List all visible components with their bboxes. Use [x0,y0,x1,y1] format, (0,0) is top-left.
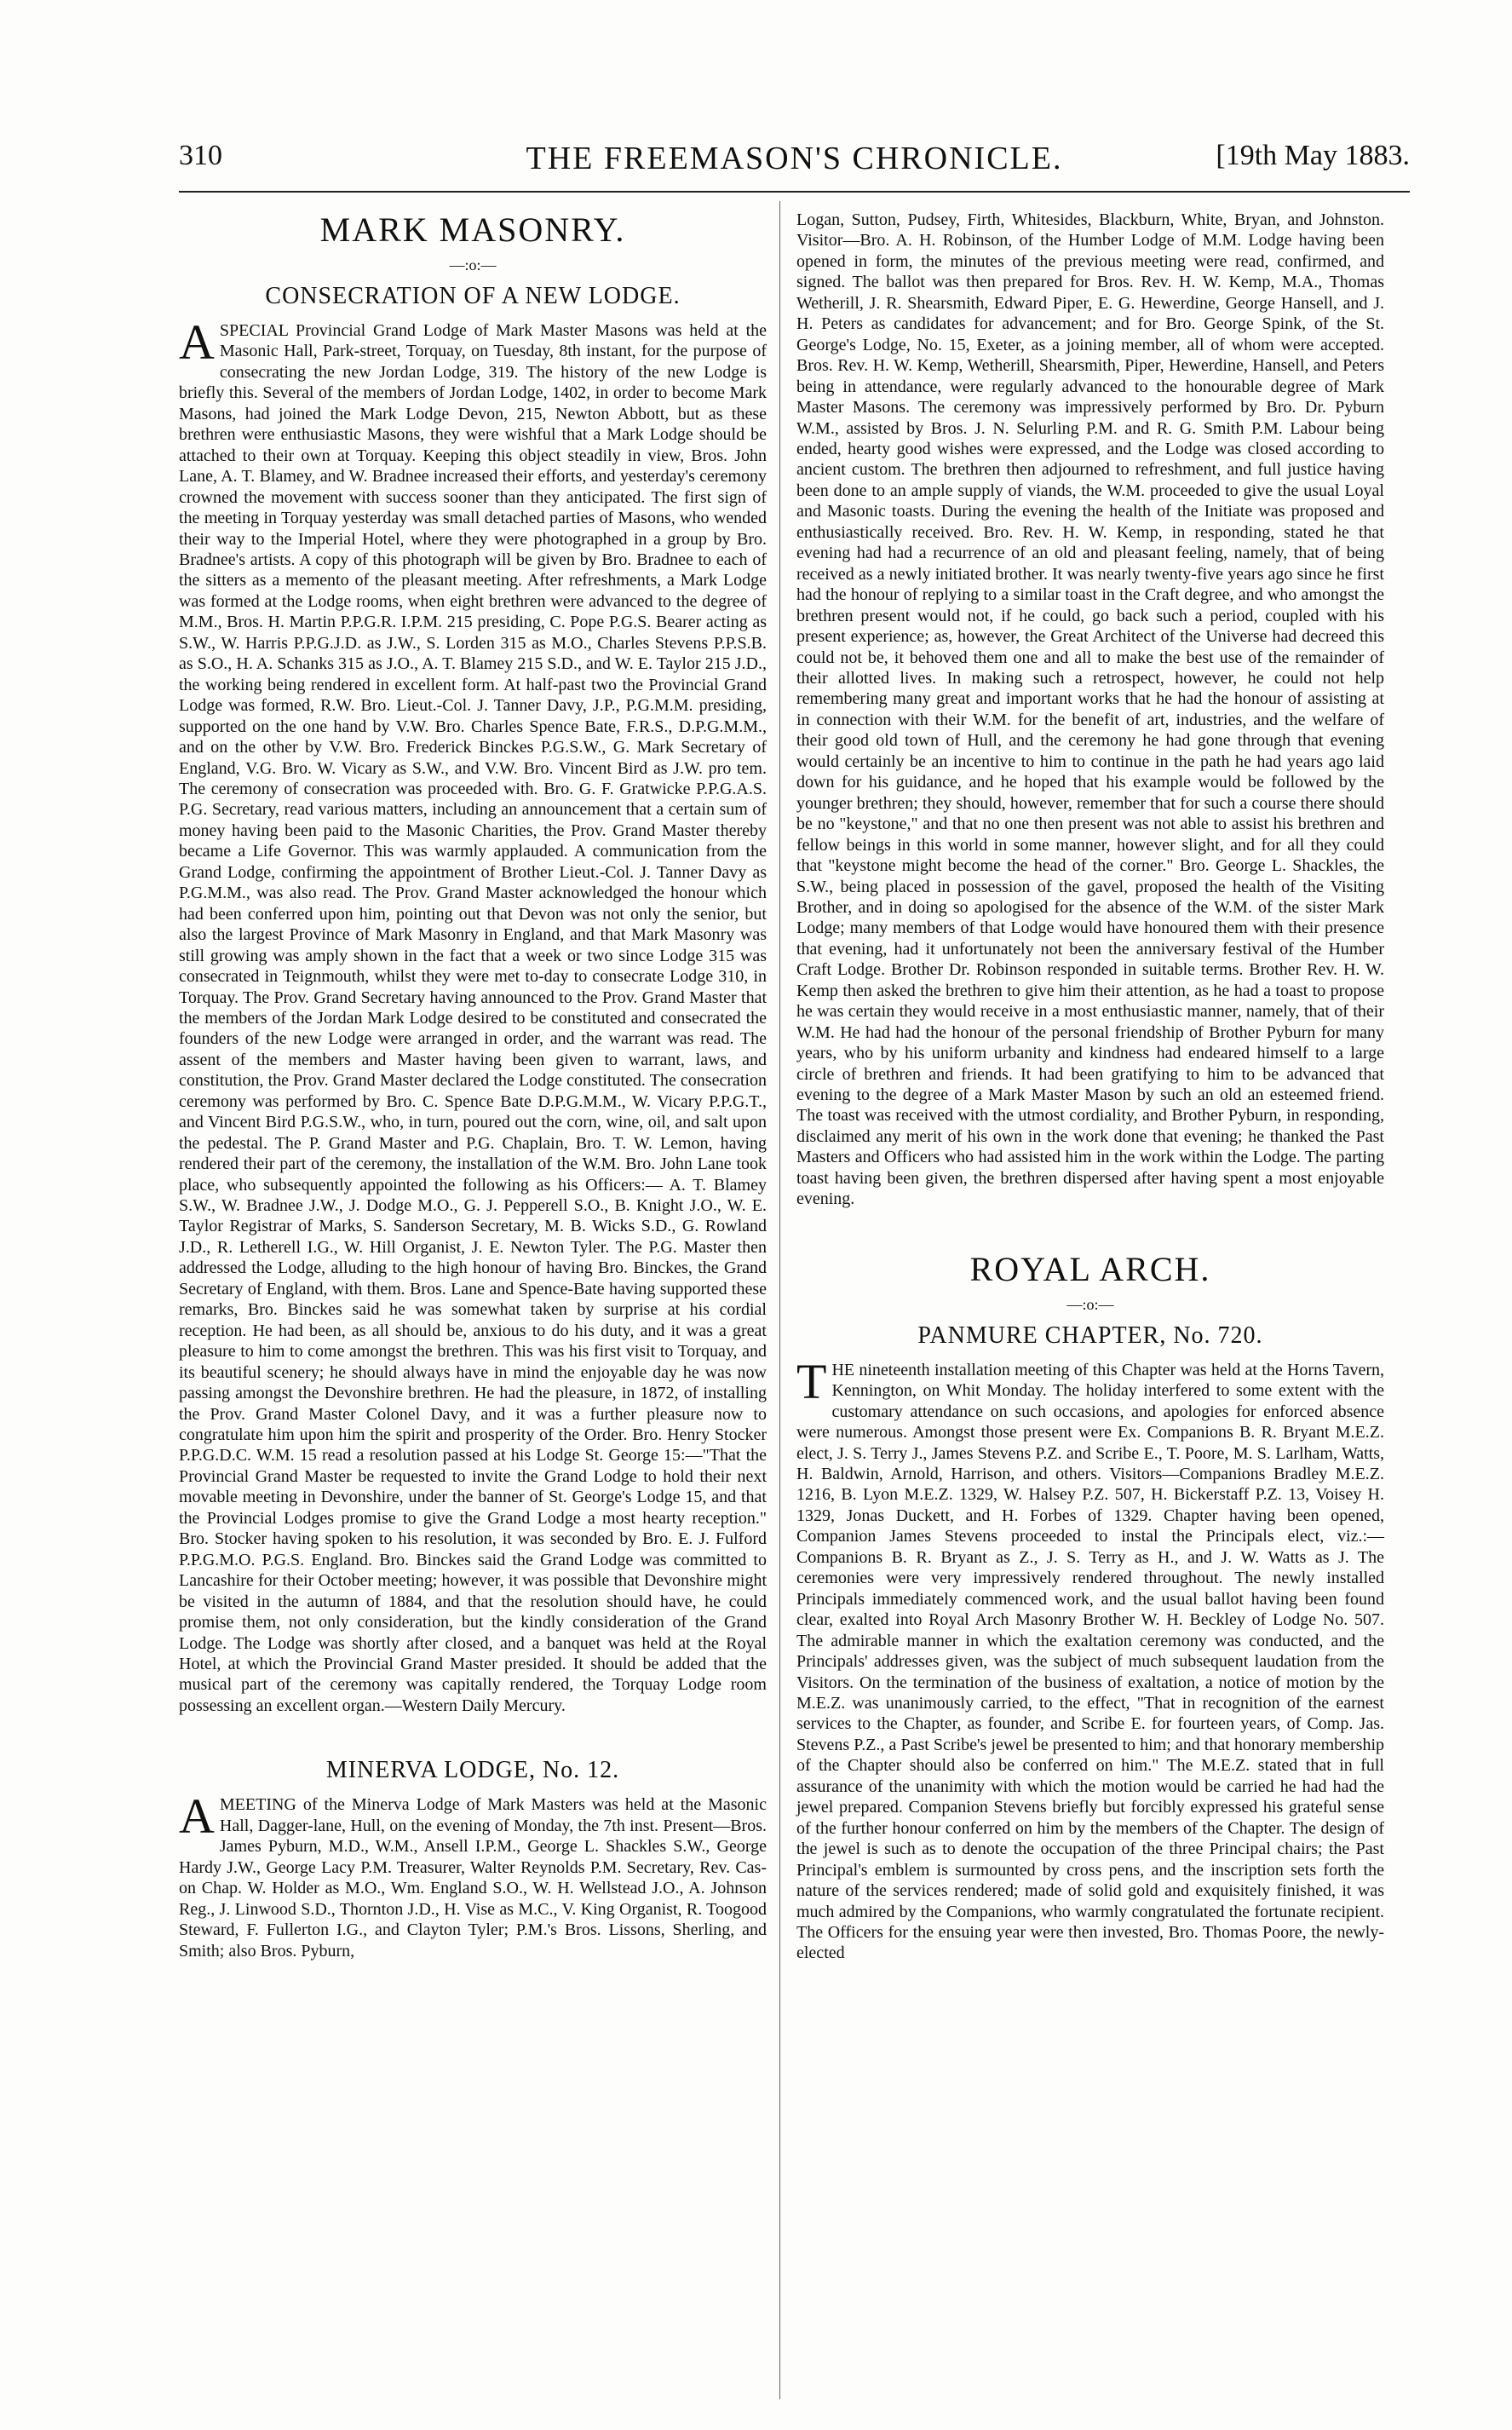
article-heading-minerva-lodge: MINERVA LODGE, No. 12. [325,1757,620,1784]
section-title-mark-masonry: MARK MASONRY. [319,210,626,249]
section-title-royal-arch: ROYAL ARCH. [969,1249,1211,1288]
article-body-consecration: ASPECIAL Provincial Grand Lodge of Mark Master Masons was held at the Masonic Hall, Park-street, Torquay, on Tuesday, 8th instant, for the purpose of consecrating the new Jordan Lodge, 319. The history of the new Lodge is briefly this. Several of the members of Jordan Lodge, 1402, in order to become Mark Masons, had joined the Mark Lodge Devon, 215, Newton Abbott, but as these brethren were enthusiastic Masons, they were wishful that a Mark Lodge should be attached to their own at Torquay. Keeping this object steadily in view, Bros. John Lane, A. T. Blamey, and W. Bradnee increased their efforts, and yesterday's ceremony crowned the movement with success sooner than they anticipated. The first sign of the meeting in Torquay yesterday was small detached parties of Masons, who wended their way to the Imperial Hotel, where they were photographed in a group by Bro. Bradnee's artists. A copy of this photograph will be given by Bro. Bradnee to each of the sitters as a memento of the pleasant meeting. After refreshments, a Mark Lodge was formed at the Lodge rooms, when eight brethren were advanced to the degree of M.M., Bros. H. Martin P.P.G.R. I.P.M. 215 presiding, C. Pope P.G.S. Bearer acting as S.W., W. Harris P.P.G.J.D. as J.W., S. Lorden 315 as M.O., Charles Stevens P.P.S.B. as S.O., H. A. Schanks 315 as J.O., A. T. Blamey 215 S.D., and W. E. Taylor 215 J.D., the working being rendered in excellent form. At half-past two the Provincial Grand Lodge was formed, R.W. Bro. Lieut.-Col. J. Tanner Davy, J.P., P.G.M.M. presiding, supported on the one hand by V.W. Bro. Charles Spence Bate, F.R.S., D.P.G.M.M., and on the other by V.W. Bro. Frederick Binckes P.G.S.W., G. Mark Secretary of England, V.G. Bro. W. Vicary as S.W., and V.W. Bro. Vincent Bird as J.W. pro tem. The ceremony of consecration was proceeded with. Bro. G. F. Gratwicke P.P.G.A.S. P.G. Secretary, read various matters, including an announcement that a certain sum of money having been paid to the Masonic Charities, the Prov. Grand Master thereby became a Life Governor. This was warmly applauded. A communication from the Grand Lodge, confirming the appointment of Brother Lieut.-Col. J. Tanner Davy as P.G.M.M., was also read. The Prov. Grand Master acknowledged the honour which had been conferred upon him, pointing out that Devon was not only the senior, but also the largest Province of Mark Masonry in England, and that Mark Masonry was still growing was amply shown in the fact that a week or two since Lodge 315 was consecrated in Teignmouth, whilst they were met to-day to consecrate Lodge 310, in Torquay. The Prov. Grand Secretary having announced to the Prov. Grand Master that the members of the Jordan Mark Lodge desired to be constituted and consecrated the founders of the new Lodge were arranged in order, and the warrant was read. The assent of the members and Master having been given to warrant, laws, and constitution, the Prov. Grand Master declared the Lodge constituted. The consecration ceremony was performed by Bro. C. Spence Bate D.P.G.M.M., W. Vicary P.P.G.T., and Vincent Bird P.G.S.W., who, in turn, poured out the corn, wine, oil, and salt upon the pedestal. The P. Grand Master and P.G. Chaplain, Bro. T. W. Lemon, having rendered their part of the ceremony, the installation of the W.M. Bro. John Lane took place, who subsequently appointed the following as his Officers:— A. T. Blamey S.W., W. Bradnee J.W., J. Dodge M.O., G. J. Pepperell S.O., B. Knight J.O., W. E. Taylor Registrar of Marks, S. Sanderson Secretary, M. B. Wicks S.D., G. Rowland J.D., R. Letherell I.G., W. Hill Organist, J. E. Newton Tyler. The P.G. Master then addressed the Lodge, alluding to the high honour of having Bro. Binckes, the Grand Secretary of England, with them. Bros. Lane and Spence-Bate having supported these remarks, Bro. Binckes said he was somewhat taken by surprise at his cordial reception. He had been, as all should be, anxious to do his duty, and it was a great pleasure to him to come amongst the brethren. This was his first visit to Torquay, and its beautiful scenery; he should always have in mind the enjoyable day he was now passing amongst the Devonshire brethren. He had the pleasure, in 1872, of installing the Prov. Grand Master Colonel Davy, and it was a further pleasure now to congratulate him upon him the spirit and prosperity of the Order. Bro. Henry Stocker P.P.G.D.C. W.M. 15 read a resolution passed at his Lodge St. George 15:—"That the Provincial Grand Master be requested to invite the Grand Lodge to hold their next movable meeting in Devonshire, under the banner of St. George's Lodge 15, and that the Provincial Lodges promise to give the Grand Lodge a most hearty reception." Bro. Stocker having spoken to his resolution, it was seconded by Bro. E. J. Fulford P.P.G.M.O. P.G.S. England. Bro. Binckes said the Grand Lodge was committed to Lancashire for their October meeting; however, it was possible that Devonshire might be visited in the autumn of 1884, and that the resolution should have, he could promise them, not only consideration, but the kindly consideration of the Grand Lodge. The Lodge was shortly after closed, and a banquet was held at the Royal Hotel, at which the Provincial Grand Master presided. It should be added that the musical part of the ceremony was capitally rendered, the Torquay Lodge room possessing an excellent organ.—Western Daily Mercury. [179,314,767,1715]
article-body-panmure-chapter: THE nineteenth installation meeting of this Chapter was held at the Horns Tavern, Kennington, on Whit Monday. The holiday interfered to some extent with the customary attendance on such occasions, and apologies for enforced absence were numerous. Amongst those present were Ex. Companions B. R. Bryant M.E.Z. elect, J. S. Terry J., James Stevens P.Z. and Scribe E., T. Poore, M. S. Larlham, Watts, H. Baldwin, Arnold, Harrison, and others. Visitors—Companions Bradley M.E.Z. 1216, B. Lyon M.E.Z. 1329, W. Halsey P.Z. 507, H. Bickerstaff P.Z. 13, Voisey H. 1329, Jonas Duckett, and H. Forbes of 1329. Chapter having been opened, Companion James Stevens proceeded to instal the Principals elect, viz.:—Companions B. R. Bryant as Z., J. S. Terry as H., and J. W. Watts as J. The ceremonies were very impressively rendered throughout. The newly installed Principals immediately commenced work, and the usual ballot having been found clear, exalted into Royal Arch Masonry Brother W. H. Beckley of Lodge No. 507. The admirable manner in which the exaltation ceremony was conducted, and the Principals' addresses given, was the subject of much subsequent laudation from the Visitors. On the termination of the business of exaltation, a notice of motion by the M.E.Z. was unanimously carried, to the effect, "That in recognition of the earnest services to the Chapter, as founder, and Scribe E. for fourteen years, of Comp. Jas. Stevens P.Z., a Past Scribe's jewel be presented to him; and that honorary membership of the Chapter should also be conferred on him." The M.E.Z. stated that in full assurance of the unanimity with which the motion would be carried he had had the jewel prepared. Companion Stevens briefly but forcibly expressed his grateful sense of the further honour conferred on him by the members of the Chapter. The design of the jewel is such as to denote the occupation of the three Principal chairs; the Past Principal's emblem is surmounted by cross pens, and the inscription sets forth the nature of the services rendered; made of solid gold and exquisitely finished, it was much admired by the Companions, who warmly congratulated the fortunate recipient. The Officers for the ensuing year were then invested, Bro. Thomas Poore, the newly-elected [796,1353,1384,1963]
article-heading-consecration: CONSECRATION OF A NEW LODGE. [265,283,681,309]
masthead [179,140,1410,193]
column-divider [779,201,780,2399]
publication-title: THE FREEMASON'S CHRONICLE. [526,141,1063,176]
page-number: 310 [179,140,222,171]
section-separator: —:o:— [449,256,497,274]
issue-date: [19th May 1883. [1216,140,1410,171]
left-column [179,210,767,1961]
right-column [796,210,1384,1964]
article-heading-panmure-chapter: PANMURE CHAPTER, No. 720. [917,1322,1263,1349]
section-separator: —:o:— [1066,1295,1114,1313]
article-body-minerva-lodge: AMEETING of the Minerva Lodge of Mark Masters was held at the Masonic Hall, Dagger-lane, Hull, on the evening of Monday, the 7th inst. Present—Bros. James Pyburn, M.D., W.M., Ansell I.P.M., George L. Shackles S.W., George Hardy J.W., George Lacy P.M. Treasurer, Walter Reynolds P.M. Secretary, Rev. Cas-on Chap. W. Holder as M.O., Wm. England S.O., W. H. Wellstead J.O., A. Johnson Reg., J. Linwood S.D., Thornton J.D., H. Vise as M.C., V. King Organist, R. Toogood Steward, F. Fullerton I.G., and Clayton Tyler; P.M.'s Bros. Lissons, Sherling, and Smith; also Bros. Pyburn, [179,1788,767,1961]
article-body-minerva-continued: Logan, Sutton, Pudsey, Firth, Whitesides, Blackburn, White, Bryan, and Johnston. Visitor—Bro. A. H. Robinson, of the Humber Lodge of M.M. Lodge having been opened in form, the minutes of the previous meeting were read, confirmed, and signed. The ballot was then prepared for Bros. Rev. H. W. Kemp, M.A., Thomas Wetherill, J. R. Shearsmith, Edward Piper, E. G. Hewerdine, George Hansell, and J. H. Peters as candidates for advancement; and for Bro. George Spink, of the St. George's Lodge, No. 15, Exeter, as a joining member, all of whom were accepted. Bros. Rev. H. W. Kemp, Wetherill, Shearsmith, Piper, Hewerdine, Hansell, and Peters being in attendance, were regularly advanced to the honourable degree of Mark Master Masons. The ceremony was impressively performed by Bro. Dr. Pyburn W.M., assisted by Bros. J. N. Selurling P.M. and R. G. Smith P.M. Labour being ended, hearty good wishes were expressed, and the Lodge was closed according to ancient custom. The brethren then adjourned to refreshment, and full justice having been done to an ample supply of viands, the W.M. proceeded to give the usual Loyal and Masonic toasts. During the evening the health of the Initiate was proposed and enthusiastically received. Bro. Rev. H. W. Kemp, in responding, stated he that evening had had a recurrence of an old and pleasant feeling, namely, that of being received as a newly initiated brother. It was nearly twenty-five years ago since he first had the honour of replying to a similar toast in the Craft degree, and who amongst the brethren present would not, if he could, go back such a period, coupled with his present experience; as, however, the Great Architect of the Universe had decreed this could not be, it behoved them one and all to make the best use of the remainder of their allotted lives. In making such a retrospect, however, he could not help remembering many great and important works that he had the honour of assisting at in connection with their W.M. for the benefit of art, industries, and the welfare of their good old town of Hull, and the ceremony he had gone through that evening would certainly be an incentive to him to continue in the path he had years ago laid down for his guidance, and he hoped that his example would be followed by the younger brethren; they should, however, remember that for such a course there should be no "keystone," and that no one then present was not able to assist his brethren and fellow beings in this world in some manner, however slight, and for all they could that "keystone might become the head of the corner." Bro. George L. Shackles, the S.W., being placed in possession of the gavel, proposed the health of the Visiting Brother, and in doing so apologised for the absence of the W.M. of the sister Mark Lodge; many members of that Lodge would have honoured them with their presence that evening, had it unfortunately not been the anniversary festival of the Humber Craft Lodge. Brother Dr. Robinson responded in suitable terms. Brother Rev. H. W. Kemp then asked the brethren to give him their attention, as he had a toast to propose he was certain they would receive in a most enthusiastic manner, namely, that of their W.M. He had had the honour of the personal friendship of Brother Pyburn for many years, who by his uniform urbanity and kindness had endeared himself to a large circle of brethren and friends. It had been gratifying to him to be advanced that evening to the degree of a Mark Master Mason by such an old an esteemed friend. The toast was received with the utmost cordiality, and Brother Pyburn, in responding, disclaimed any merit of his own in the work done that evening; he thanked the Past Masters and Officers who had assisted him in the work within the Lodge. The parting toast having been given, the brethren dispersed after having spent a most enjoyable evening. [796,210,1384,1209]
